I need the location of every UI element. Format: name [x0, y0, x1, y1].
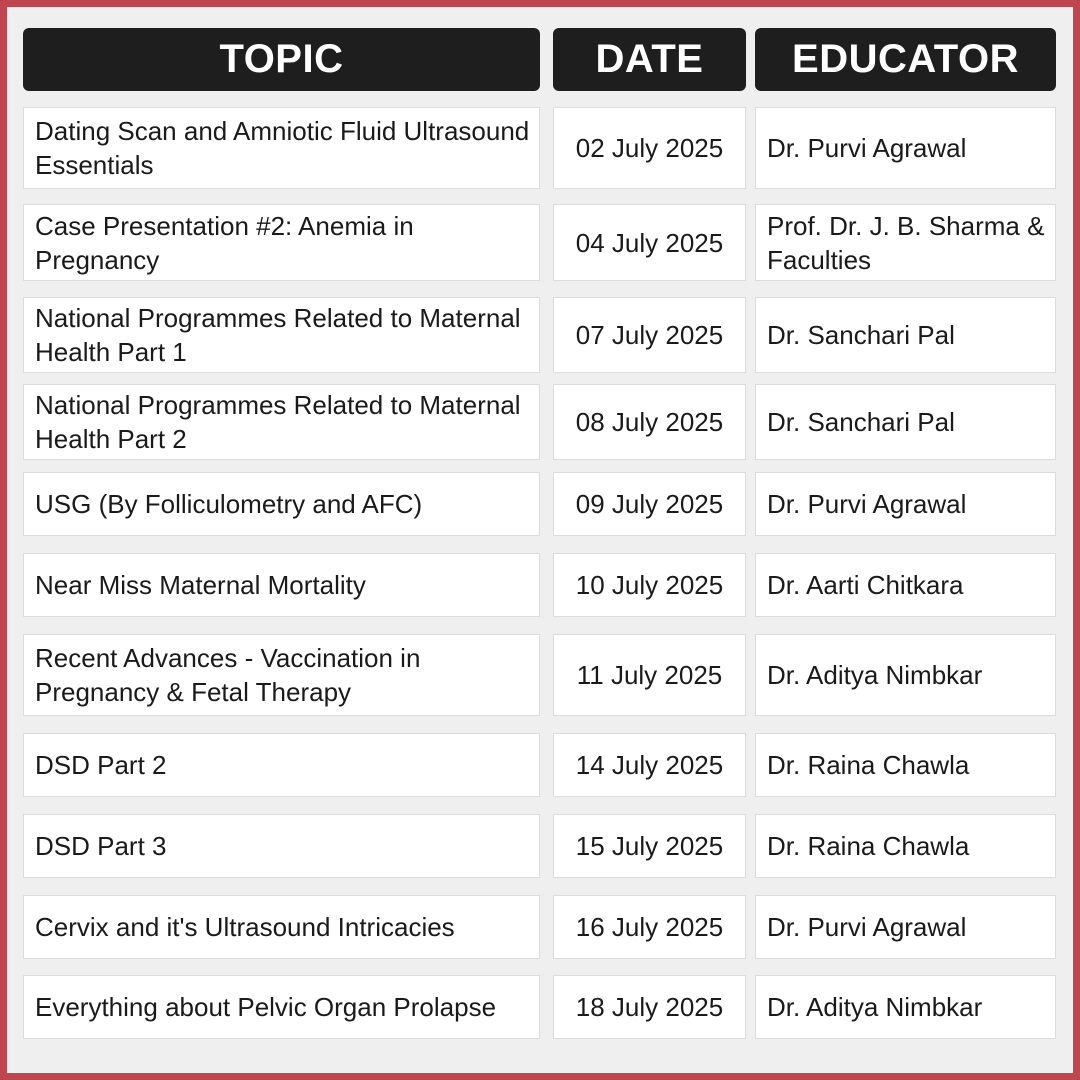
topic-text: Near Miss Maternal Mortality	[35, 570, 366, 600]
educator-text: Dr. Aarti Chitkara	[767, 570, 964, 600]
topic-cell	[23, 472, 540, 536]
date-cell	[553, 895, 746, 959]
date-text: 04 July 2025	[575, 227, 724, 258]
header-educator: EDUCATOR	[755, 28, 1056, 91]
date-cell	[553, 384, 746, 460]
topic-cell	[23, 297, 540, 373]
educator-text: Dr. Sanchari Pal	[767, 407, 955, 437]
date-cell	[553, 814, 746, 878]
topic-text: Recent Advances - Vaccination in Pregnancy & Fetal Therapy	[35, 643, 421, 707]
header-topic: TOPIC	[23, 28, 540, 91]
topic-cell	[23, 384, 540, 460]
topic-text: National Programmes Related to Maternal Health Part 2	[35, 390, 521, 454]
topic-text: DSD Part 2	[35, 750, 167, 780]
topic-cell	[23, 553, 540, 617]
date-cell	[553, 107, 746, 189]
educator-cell	[755, 634, 1056, 716]
date-text: 14 July 2025	[575, 750, 724, 780]
date-text: 11 July 2025	[576, 660, 723, 690]
educator-text: Dr. Sanchari Pal	[767, 320, 955, 350]
educator-cell	[755, 895, 1056, 959]
date-cell	[553, 634, 746, 716]
topic-cell	[23, 733, 540, 797]
educator-text: Dr. Aditya Nimbkar	[767, 660, 983, 690]
educator-cell	[755, 107, 1056, 189]
educator-cell	[755, 733, 1056, 797]
educator-text: Dr. Purvi Agrawal	[767, 912, 967, 942]
topic-cell	[23, 204, 540, 281]
topic-cell	[23, 814, 540, 878]
topic-cell	[23, 975, 540, 1039]
date-cell	[553, 733, 746, 797]
date-text: 08 July 2025	[575, 407, 724, 437]
educator-cell	[755, 297, 1056, 373]
topic-text: Cervix and it's Ultrasound Intricacies	[35, 912, 455, 942]
topic-text: Dating Scan and Amniotic Fluid Ultrasound Essentials	[35, 116, 530, 180]
educator-text: Dr. Purvi Agrawal	[767, 133, 967, 163]
date-cell	[553, 204, 746, 281]
date-text: 07 July 2025	[575, 320, 724, 350]
date-cell	[553, 472, 746, 536]
header-date: DATE	[553, 28, 746, 91]
topic-cell	[23, 107, 540, 189]
date-cell	[553, 553, 746, 617]
educator-cell	[755, 814, 1056, 878]
topic-text: USG (By Folliculometry and AFC)	[35, 489, 423, 519]
date-cell	[553, 297, 746, 373]
date-text: 02 July 2025	[575, 133, 724, 163]
date-text: 16 July 2025	[575, 912, 724, 942]
educator-text: Dr. Aditya Nimbkar	[767, 992, 983, 1022]
educator-cell	[755, 472, 1056, 536]
topic-text: Everything about Pelvic Organ Prolapse	[35, 992, 497, 1022]
date-text: 15 July 2025	[575, 831, 724, 861]
educator-cell	[755, 553, 1056, 617]
topic-cell	[23, 634, 540, 716]
educator-cell	[755, 975, 1056, 1039]
topic-cell	[23, 895, 540, 959]
educator-text: Dr. Raina Chawla	[767, 831, 970, 861]
date-text: 10 July 2025	[575, 570, 724, 600]
educator-text: Dr. Raina Chawla	[767, 750, 970, 780]
topic-text: National Programmes Related to Maternal Health Part 1	[35, 303, 521, 367]
educator-cell	[755, 384, 1056, 460]
date-text: 09 July 2025	[575, 489, 724, 519]
educator-cell	[755, 204, 1056, 281]
educator-text: Prof. Dr. J. B. Sharma & Faculties	[767, 210, 1045, 275]
date-cell	[553, 975, 746, 1039]
topic-text: DSD Part 3	[35, 831, 167, 861]
date-text: 18 July 2025	[575, 992, 724, 1022]
topic-text: Case Presentation #2: Anemia in Pregnancy	[35, 210, 414, 275]
educator-text: Dr. Purvi Agrawal	[767, 489, 967, 519]
